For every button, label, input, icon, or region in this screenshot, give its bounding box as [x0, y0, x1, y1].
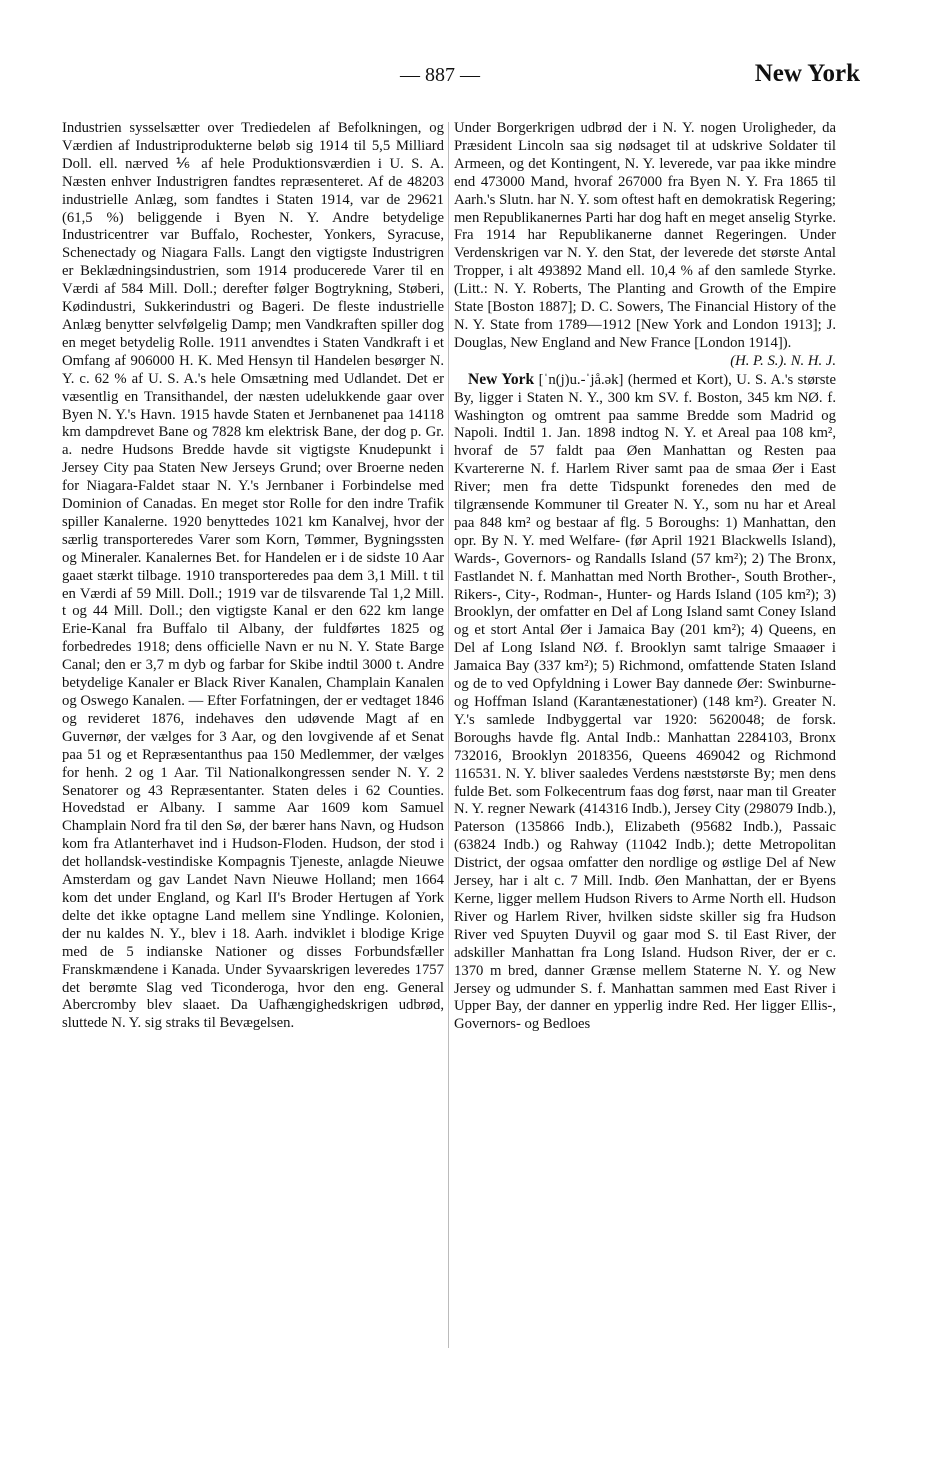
right-column [454, 120, 836, 1034]
left-column-text: Industrien sysselsætter over Trediedelen af Befolkningen, og Værdien af Industriprodukterne beløb sig 1914 til 5,5 Milliard Doll. ell. nærved ⅙ af hele Produktionsværdien i U. S. A. Næsten enhver Industrigren fandtes repræsenteret. Af de 48203 industrielle Anlæg, som fandtes i Staten 1914, var de 29621 (61,5 %) beliggende i Byen N. Y. Andre betydelige Industricentrer var Buffalo, Rochester, Yonkers, Syracuse, Schenectady og Niagara Falls. Langt den vigtigste Industrigren er Beklædningsindustrien, som 1914 producerede Varer til en Værdi af 584 Mill. Doll.; derefter følger Bogtrykning, Støberi, Kødindustri, Sukkerindustri og Bageri. De fleste industrielle Anlæg benytter selvfølgelig Damp; men Vandkraften spiller dog en meget betydelig Rolle. 1911 anvendtes i Staten Vandkraft i et Omfang af 906000 H. K. Med Hensyn til Handelen besørger N. Y. c. 62 % af U. S. A.'s hele Omsætning med Udlandet. Det er væsentlig en Transithandel, der næsten udelukkende gaar over Byen N. Y.'s Havn. 1915 havde Staten et Jernbanenet paa 14118 km dampdrevet Bane og 7828 km elektrisk Bane, der dog p. Gr. a. nedre Hudsons Bredde havde sit vigtigste Knudepunkt i Jersey City paa Staten New Jerseys Grund; over Broerne neden for Niagara-Faldet staar N. Y.'s Jernbaner i Forbindelse med Dominion of Canadas. En meget stor Rolle for den indre Trafik spiller Kanalerne. 1920 benyttedes 1021 km Kanalvej, hvor der særlig transporteredes Varer som Korn, Tømmer, Bygningssten og Mineraler. Kanalernes Bet. for Handelen er i de sidste 10 Aar gaaet stærkt tilbage. 1910 transporteredes paa dem 3,1 Mill. t til en Værdi af 59 Mill. Doll.; 1919 var de tilsvarende Tal 1,2 Mill. t og 44 Mill. Doll.; den vigtigste Kanal er den 622 km lange Erie-Kanal fra Buffalo til Albany, der fuldførtes 1825 og forbedredes 1918; dens officielle Navn er nu N. Y. State Barge Canal; den er 3,7 m dyb og farbar for Skibe indtil 3000 t. Andre betydelige Kanaler er Black River Kanalen, Champlain Kanalen og Oswego Kanalen. — Efter Forfatningen, der er vedtaget 1846 og revideret 1876, indehaves den udøvende Magt af en Guvernør, der vælges for 3 Aar, og den lovgivende af et Senat paa 51 og et Repræsentanthus paa 150 Medlemmer, der vælges for henh. 2 og 1 Aar. Til Nationalkongressen sender N. Y. 2 Senatorer og 43 Repræsentanter. Staten deles i 62 Counties. Hovedstad er Albany. I samme Aar 1609 kom Samuel Champlain Nord fra til den Sø, der bærer hans Navn, og Hudson kom fra Atlanterhavet ind i Hudson-Floden. Hudson, der stod i det hollandsk-vestindiske Kompagnis Tjeneste, anlagde Nieuwe Amsterdam og gav Landet Navn Nieuwe Holland; men 1664 kom det under England, og Karl II's Broder Hertugen af York delte det ikke optagne Land mellem sine Yndlinge. Kolonien, der nu kaldes N. Y., blev i 18. Aarh. indviklet i blodige Krige med de 5 indianske Nationer og disses Forbundsfæller Franskmændene i Kanada. Under Syvaarskrigen leveredes 1757 det berømte Slag ved Ticonderoga, hvor den eng. General Abercromby blev slaaet. Da Uafhængighedskrigen udbrød, sluttede N. Y. sig straks til Bevægelsen. [62, 120, 444, 1032]
author-signature: (H. P. S.). N. H. J. [730, 352, 836, 369]
page-header [60, 60, 860, 96]
left-column [62, 120, 444, 1033]
entry-body: [ˈn(j)u.-ˈjå.ək] (hermed et Kort), U. S. A.'s største By, ligger i Staten N. Y., 300 km SV. f. Boston, 345 km NØ. f. Washington og omtrent paa samme Bredde som Madrid og Napoli. Indtil 1. Jan. 1898 indtog N. Y. et Areal paa 108 km², hvoraf de 57 faldt paa Øen Manhattan og Resten paa Kvartererne N. f. Harlem River samt paa de smaa Øer i East River; men fra dette Tidspunkt forenedes den med de tilgrænsende Kommuner til Greater N. Y., som nu har et Areal paa 848 km² og bestaar af flg. 5 Boroughs: 1) Manhattan, den opr. By N. Y. med Welfare- (før April 1921 Blackwells Island), Wards-, Governors- og Randalls Island (57 km²); 2) The Bronx, Fastlandet N. f. Manhattan med North Brother-, South Brother-, Rikers-, City-, Rodman-, Hunter- og Hards Island (105 km²); 3) Brooklyn, der omfatter en Del af Long Island samt Coney Island og et stort Antal Øer i Jamaica Bay (201 km²); 4) Queens, en Del af Long Island NØ. f. Brooklyn samt talrige Smaaøer i Jamaica Bay (337 km²); 5) Richmond, omfattende Staten Island og de to ved Opfyldning i Lower Bay dannede Øer: Swinburne- og Hoffman Island (Karantænestationer) (148 km²). Greater N. Y.'s samlede Indbyggertal var 1920: 5620048; de forsk. Boroughs havde flg. Antal Indb.: Manhattan 2284103, Bronx 732016, Brooklyn 2018356, Queens 469042 og Richmond 116531. N. Y. bliver saaledes Verdens næststørste By; men dens fulde Bet. som Folkecentrum faas dog først, naar man til Greater N. Y. regner Newark (414316 Indb.), Jersey City (298079 Indb.), Paterson (135866 Indb.), Elizabeth (95682 Indb.), Passaic (63824 Indb.) og Rahway (11042 Indb.); dette Metropolitan District, der ogsaa omfatter den nordlige og østlige Del af New Jersey, har i alt c. 7 Mill. Indb. Øen Manhattan, der er Byens Kerne, ligger mellem Hudson Rivers to Arme North ell. Hudson River og Harlem River, hvilken sidste skiller sig fra Hudson River ved Spuyten Duyvil og gaar mod S. til East River, der adskiller Manhattan fra Long Island. Hudson River, der er c. 1370 m bred, danner Grænse mellem Staterne N. Y. og New Jersey og udmunder S. f. Manhattan sammen med East River i Upper Bay, der danner en ypperlig indre Red. Her ligger Ellis-, Governors- og Bedloes [454, 371, 837, 1033]
column-divider [448, 122, 449, 1348]
right-column-paragraph: Under Borgerkrigen udbrød der i N. Y. nogen Uroligheder, da Præsident Lincoln saa sig nødsaget til at udskrive Soldater til Armeen, og det Kontingent, N. Y. leverede, var paa ikke mindre end 473000 Mand, hvoraf 267000 fra Byen N. Y. Fra 1865 til Aarh.'s Slutn. har N. Y. som oftest haft en demokratisk Regering; men Republikanernes Parti har dog haft en meget anselig Styrke. Fra 1914 har Republikanerne dannet Regeringen. Under Verdenskrigen var N. Y. den Stat, der leverede det største Antal Tropper, i alt 493892 Mand ell. 10,4 % af den samlede Styrke. (Litt.: N. Y. Roberts, The Planting and Growth of the Empire State [Boston 1887]; D. C. Sowers, The Financial History of the N. Y. State from 1789—1912 [New York and London 1913]; J. Douglas, New England and New France [London 1914]). [454, 120, 837, 351]
running-head: New York [754, 60, 860, 87]
page-number: — 887 — [400, 64, 480, 86]
entry-headword: New York [468, 370, 535, 388]
new-york-entry [454, 371, 836, 1035]
